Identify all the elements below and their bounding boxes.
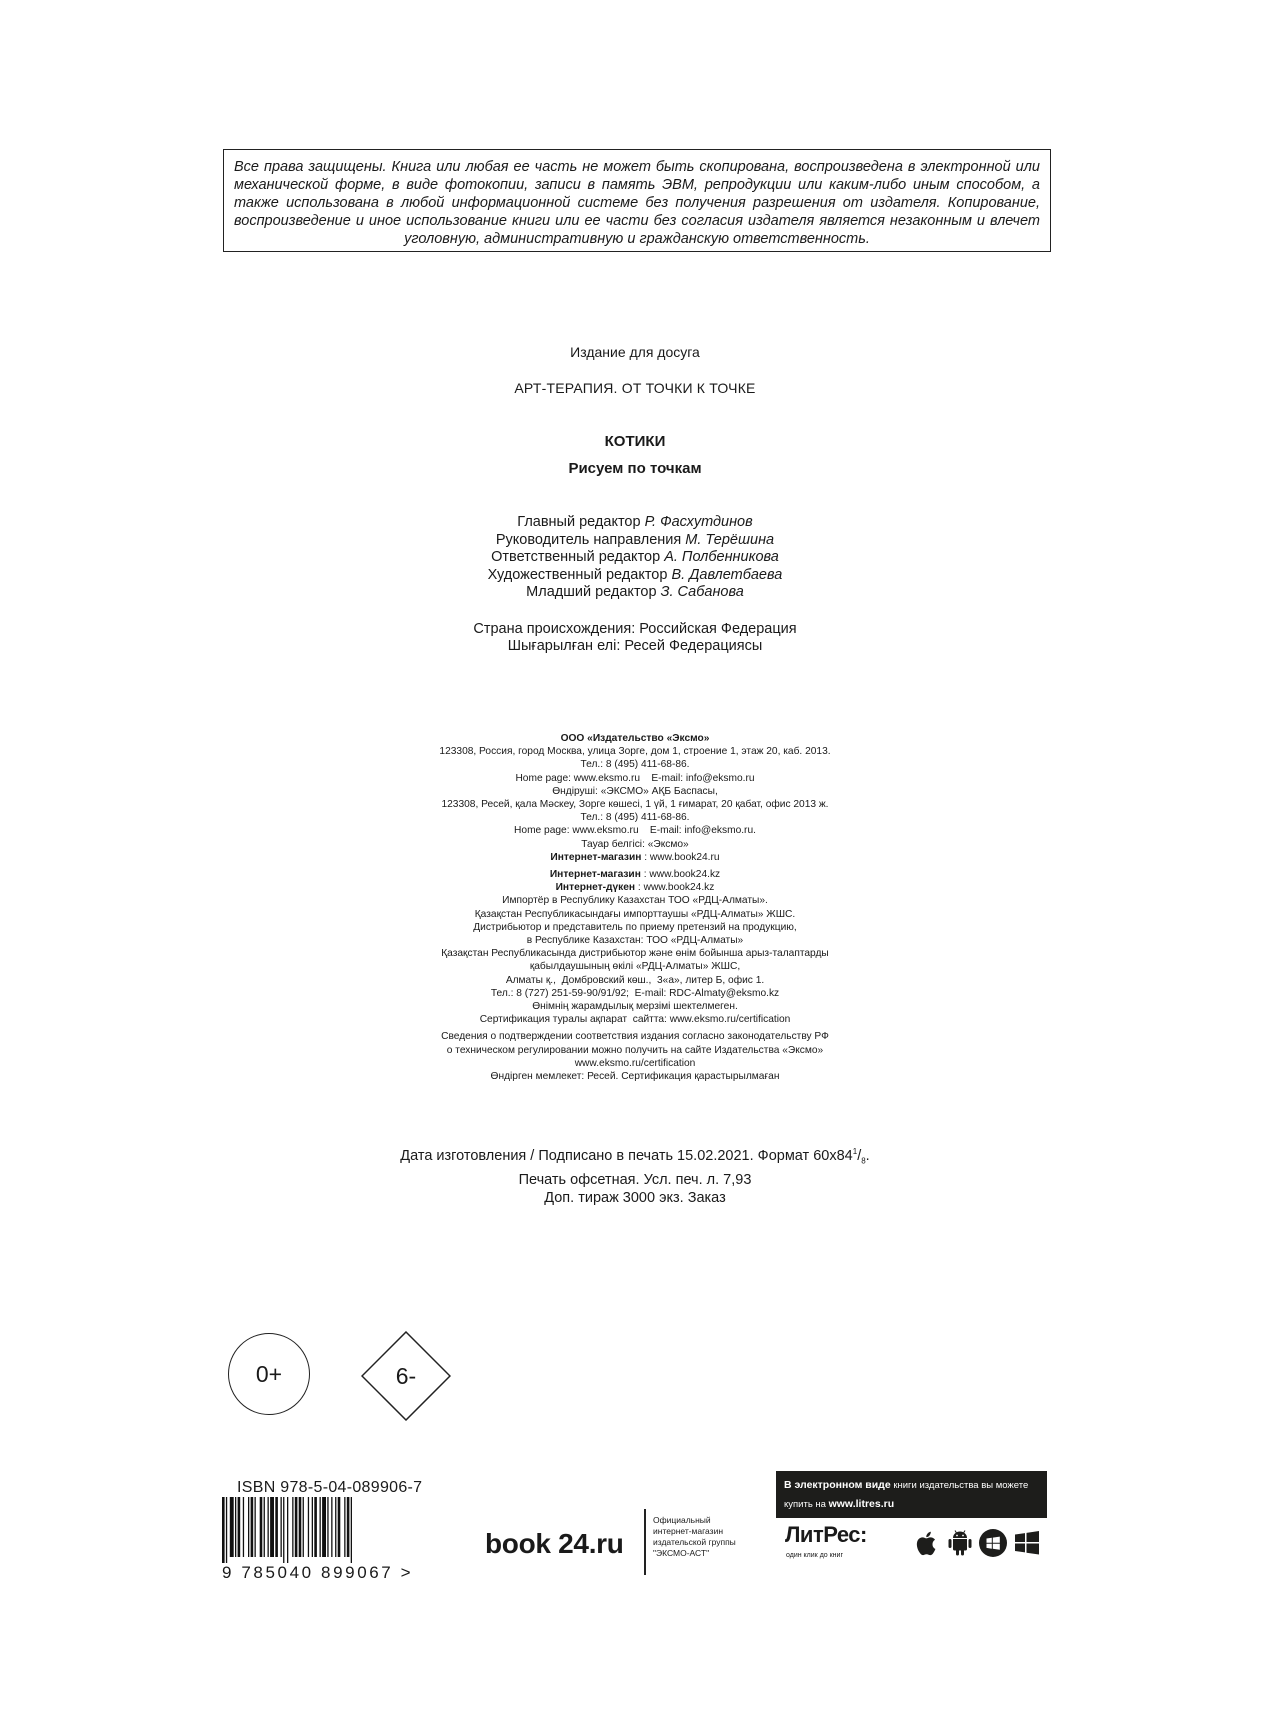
staff-name: В. Давлетбаева xyxy=(671,566,783,583)
barcode-bar xyxy=(264,1497,265,1557)
litres-bold-text: В электронном виде xyxy=(784,1479,891,1491)
imprint-line: 123308, Россия, город Москва, улица Зорге, дом 1, строение 1, этаж 20, каб. 2013. xyxy=(439,746,831,758)
barcode-bar xyxy=(281,1497,282,1557)
staff-name: М. Терёшина xyxy=(685,531,775,548)
imprint-line: www.eksmo.ru/certification xyxy=(574,1057,696,1069)
print-info xyxy=(0,1143,1270,1207)
barcode-bar xyxy=(347,1497,350,1557)
book24-desc-line: издательской группы xyxy=(653,1537,736,1547)
staff-role: Художественный редактор xyxy=(487,566,668,583)
litres-text: книги издательства вы можете xyxy=(890,1480,1029,1491)
imprint-line: Home page: www.eksmo.ru E-mail: info@eksmo.ru. xyxy=(514,825,756,837)
imprint-line: Сертификация туралы ақпарат сайтта: www.eksmo.ru/certification xyxy=(479,1014,791,1026)
imprint-line: қабылдаушының өкілі «РДЦ-Алматы» ЖШС, xyxy=(529,961,741,973)
format-numerator: 1 xyxy=(852,1147,858,1156)
barcode-bar xyxy=(268,1497,269,1557)
barcode xyxy=(222,1497,432,1563)
barcode-bar xyxy=(351,1497,352,1563)
barcode-bar xyxy=(312,1497,313,1557)
barcode-bar xyxy=(283,1497,284,1563)
online-shop-label: Интернет-магазин xyxy=(549,869,641,881)
imprint-block xyxy=(0,732,1270,1083)
staff-line xyxy=(0,532,1270,550)
print-info-line: Доп. тираж 3000 экз. Заказ xyxy=(544,1189,726,1206)
online-shop-link[interactable]: : www.book24.kz xyxy=(640,869,721,881)
barcode-bar xyxy=(251,1497,254,1557)
barcode-bar xyxy=(295,1497,298,1557)
online-shop-line xyxy=(0,881,1270,894)
book24-desc-line: Официальный xyxy=(653,1515,711,1525)
staff-role: Главный редактор xyxy=(517,514,641,530)
age-rating-diamond-text: 6- xyxy=(395,1362,417,1389)
online-shop-line xyxy=(0,868,1270,881)
staff-line xyxy=(0,584,1270,602)
imprint-line: Тел.: 8 (495) 411-68-86. xyxy=(580,812,690,824)
barcode-bar xyxy=(335,1497,336,1557)
barcode-bar xyxy=(344,1497,345,1557)
book24-desc-line: "ЭКСМО-АСТ" xyxy=(653,1548,710,1558)
apple-icon xyxy=(912,1528,942,1558)
imprint-line: 123308, Ресей, қала Мәскеу, Зорге көшесі, 1 үй, 1 ғимарат, 20 қабат, офис 2013 ж. xyxy=(441,799,829,811)
staff-role: Младший редактор xyxy=(526,584,657,600)
barcode-bar xyxy=(230,1497,234,1557)
format-denominator: 8 xyxy=(861,1156,866,1166)
staff-line xyxy=(0,514,1270,532)
online-shop-link[interactable]: : www.book24.ru xyxy=(641,851,720,863)
imprint-line: Өнімнің жарамдылық мерзімі шектелмеген. xyxy=(532,1001,738,1013)
staff-role: Ответственный редактор xyxy=(491,549,661,565)
imprint-line: Дистрибьютор и представитель по приему претензий на продукцию, xyxy=(473,921,797,933)
age-rating-diamond xyxy=(361,1331,451,1421)
barcode-bar xyxy=(260,1497,263,1557)
barcode-bar xyxy=(338,1497,341,1557)
barcode-bar xyxy=(287,1497,288,1563)
imprint-line: Сведения о подтверждении соответствия издания согласно законодательству РФ xyxy=(441,1031,829,1043)
barcode-bar xyxy=(238,1497,241,1557)
imprint-line: Тауар белгісі: «Эксмо» xyxy=(581,838,689,850)
staff-role: Руководитель направления xyxy=(495,531,682,548)
editorial-staff xyxy=(0,514,1270,602)
imprint-line: Тел.: 8 (727) 251-59-90/91/92; E-mail: RDC-Almaty@eksmo.kz xyxy=(490,987,780,999)
barcode-digits: 9 785040 899067 > xyxy=(222,1563,414,1582)
litres-banner[interactable] xyxy=(776,1471,1047,1518)
online-shop-line xyxy=(0,851,1270,864)
online-shop-label: Интернет-магазин xyxy=(550,851,642,863)
origin-kz: Шығарылған елі: Ресей Федерациясы xyxy=(507,638,763,654)
barcode-bar xyxy=(292,1497,293,1557)
barcode-bar xyxy=(331,1497,332,1557)
staff-name: З. Сабанова xyxy=(660,584,744,600)
android-icon xyxy=(945,1528,975,1558)
barcode-bar xyxy=(270,1497,274,1557)
litres-tagline: один клик до книг xyxy=(786,1552,844,1559)
windows-icon xyxy=(1012,1528,1042,1558)
imprint-line: Импортёр в Республику Казахстан ТОО «РДЦ-Алматы». xyxy=(502,895,768,907)
barcode-bar xyxy=(327,1497,328,1557)
country-of-origin xyxy=(0,621,1270,655)
litres-url[interactable]: www.litres.ru xyxy=(828,1498,895,1510)
barcode-bar xyxy=(299,1497,302,1557)
series-title: АРТ-ТЕРАПИЯ. ОТ ТОЧКИ К ТОЧКЕ xyxy=(514,380,756,396)
barcode-bar xyxy=(275,1497,278,1557)
rights-notice: Все права защищены. Книга или любая ее часть не может быть скопирована, воспроизведена в электронной или механической форме, в виде фотокопии, записи в память ЭВМ, репродукции или каким-либо иным способом, а также использована в любой информационной системе без получения разрешения от издателя. Копирование, воспроизведение и иное использование книги или ее части без согласия издателя является незаконным и влечет уголовную, административную и гражданскую ответственность. xyxy=(223,149,1051,252)
barcode-bar xyxy=(308,1497,309,1557)
print-date-format: Дата изготовления / Подписано в печать 15.02.2021. Формат 60x84 xyxy=(400,1147,853,1164)
barcode-bar xyxy=(226,1497,227,1563)
online-shop-link[interactable]: : www.book24.kz xyxy=(635,882,715,894)
book-subtitle: Рисуем по точкам xyxy=(568,460,702,477)
staff-line xyxy=(0,567,1270,585)
origin-ru: Страна происхождения: Российская Федерация xyxy=(473,621,797,637)
barcode-bar xyxy=(255,1497,256,1557)
windows-phone-icon xyxy=(978,1528,1008,1558)
book24-divider xyxy=(644,1509,646,1575)
online-shop-label: Интернет-дүкен xyxy=(555,882,636,894)
print-info-line: Дата изготовления / Подписано в печать 15.02.2021. Формат $60x84^1/_8$. xyxy=(400,1147,870,1166)
publisher-name: ООО «Издательство «Эксмо» xyxy=(560,733,710,744)
barcode-bar xyxy=(320,1497,321,1557)
barcode-bar xyxy=(222,1497,225,1563)
barcode-bar xyxy=(322,1497,326,1557)
publication-type: Издание для досуга xyxy=(570,344,700,360)
age-rating-circle-text: 0+ xyxy=(255,1360,283,1387)
imprint-line: о техническом регулировании можно получить на сайте Издательства «Эксмо» xyxy=(446,1044,824,1056)
barcode-bar xyxy=(248,1497,249,1557)
age-rating-circle xyxy=(228,1333,310,1415)
imprint-line: Тел.: 8 (495) 411-68-86. xyxy=(580,759,690,771)
imprint-line: Алматы қ., Домбровский көш., 3«а», литер Б, офис 1. xyxy=(505,974,765,986)
imprint-line: Home page: www.eksmo.ru E-mail: info@eksmo.ru xyxy=(515,772,755,784)
barcode-bar xyxy=(303,1497,304,1557)
imprint-line: Өндіруші: «ЭКСМО» АҚБ Баспасы, xyxy=(552,785,718,797)
staff-name: А. Полбенникова xyxy=(664,549,779,565)
book24-description xyxy=(653,1515,736,1559)
barcode-bar xyxy=(235,1497,236,1557)
book24-logo[interactable]: book 24.ru xyxy=(485,1528,624,1559)
litres-text: купить на xyxy=(784,1499,829,1510)
staff-name: Р. Фасхутдинов xyxy=(644,514,753,530)
book24-desc-line: интернет-магазин xyxy=(653,1526,724,1536)
imprint-line: Қазақстан Республикасында дистрибьютор және өнім бойынша арыз-талаптарды xyxy=(441,948,829,960)
imprint-line: Өндірген мемлекет: Ресей. Сертификация қарастырылмаған xyxy=(490,1071,780,1083)
isbn-number: ISBN 978-5-04-089906-7 xyxy=(237,1479,423,1496)
litres-logo[interactable]: ЛитРес: xyxy=(785,1522,867,1547)
book-title: КОТИКИ xyxy=(604,433,666,450)
print-info-line: Печать офсетная. Усл. печ. л. 7,93 xyxy=(518,1171,752,1188)
imprint-line: в Республике Казахстан: ТОО «РДЦ-Алматы» xyxy=(526,935,744,947)
imprint-line: Қазақстан Республикасындағы импорттаушы «РДЦ-Алматы» ЖШС. xyxy=(474,908,796,920)
staff-line xyxy=(0,549,1270,567)
barcode-bar xyxy=(314,1497,317,1557)
barcode-bar xyxy=(243,1497,244,1557)
